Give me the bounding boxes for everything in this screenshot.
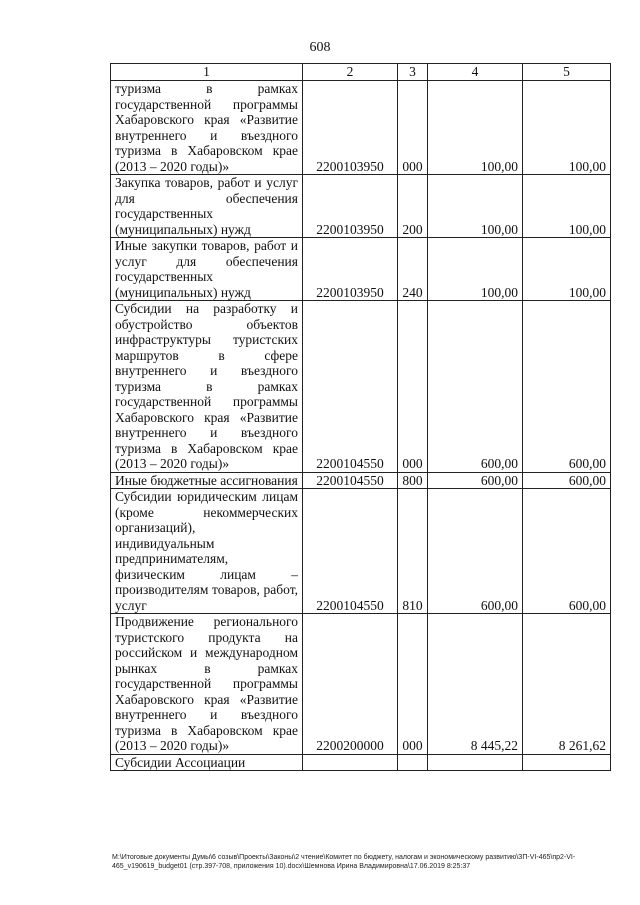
row-sum-2020: 100,00 [428,81,523,175]
header-col-3: 3 [398,64,428,81]
row-name: Иные закупки товаров, работ и услуг для обеспечения государственных (муниципальных) нужд [111,238,303,301]
row-sum-2020: 600,00 [428,489,523,614]
table-row [111,175,611,238]
row-name: туризма в рамках государственной программы Хабаровского края «Развитие внутреннего и въездного туризма в Хабаровском крае (2013 – 2020 годы)» [111,81,303,175]
table-row [111,81,611,175]
page-number: 608 [309,40,331,55]
row-sum-2020 [428,754,523,771]
row-csr: 2200200000 [303,614,398,755]
row-vr: 810 [398,489,428,614]
row-sum-2021: 100,00 [523,238,611,301]
row-sum-2021: 100,00 [523,81,611,175]
row-csr: 2200103950 [303,81,398,175]
row-sum-2020: 8 445,22 [428,614,523,755]
header-row [111,64,611,81]
row-name: Субсидии юридическим лицам (кроме некоммерческих организаций), индивидуальным предпринимателям, физическим лицам – производителям товаров, работ, услуг [111,489,303,614]
budget-table [110,63,611,771]
row-sum-2021: 600,00 [523,301,611,473]
document-path-footer: M:\Итоговые документы Думы\6 созыв\Проекты\Законы\2 чтение\Комитет по бюджету, налогам и экономическому развитию\ЗП-VI-465\пр2-VI-465_v190619_budget01 (стр.397-708, приложения 10).docx\Шемнова Ирина Владимировна\17.06.2019 8:25:37 [112,854,576,870]
row-sum-2020: 600,00 [428,472,523,489]
row-csr: 2200103950 [303,238,398,301]
row-csr: 2200104550 [303,472,398,489]
row-vr: 000 [398,614,428,755]
row-name: Субсидии на разработку и обустройство объектов инфраструктуры туристских маршрутов в сфере внутреннего и въездного туризма в рамках государственной программы Хабаровского края «Развитие внутреннего и въездного туризма в Хабаровском крае (2013 – 2020 годы)» [111,301,303,473]
header-col-1: 1 [111,64,303,81]
row-sum-2021: 600,00 [523,472,611,489]
row-csr [303,754,398,771]
table-row [111,489,611,614]
row-vr: 000 [398,81,428,175]
row-sum-2021: 600,00 [523,489,611,614]
header-col-2: 2 [303,64,398,81]
row-sum-2021: 100,00 [523,175,611,238]
table-row [111,472,611,489]
row-vr [398,754,428,771]
row-csr: 2200103950 [303,175,398,238]
row-sum-2020: 600,00 [428,301,523,473]
row-sum-2021: 8 261,62 [523,614,611,755]
row-name: Продвижение регионального туристского продукта на российском и международном рынках в рамках государственной программы Хабаровского края «Развитие внутреннего и въездного туризма в Хабаровском крае (2013 – 2020 годы)» [111,614,303,755]
row-sum-2021 [523,754,611,771]
row-name: Закупка товаров, работ и услуг для обеспечения государственных (муниципальных) нужд [111,175,303,238]
table-row [111,754,611,771]
row-csr: 2200104550 [303,489,398,614]
row-sum-2020: 100,00 [428,238,523,301]
table-row [111,301,611,473]
header-col-5: 5 [523,64,611,81]
table-row [111,238,611,301]
row-name: Иные бюджетные ассигнования [111,472,303,489]
row-name: Субсидии Ассоциации [111,754,303,771]
table-row [111,614,611,755]
row-sum-2020: 100,00 [428,175,523,238]
header-col-4: 4 [428,64,523,81]
row-vr: 000 [398,301,428,473]
row-vr: 200 [398,175,428,238]
row-vr: 800 [398,472,428,489]
row-csr: 2200104550 [303,301,398,473]
row-vr: 240 [398,238,428,301]
